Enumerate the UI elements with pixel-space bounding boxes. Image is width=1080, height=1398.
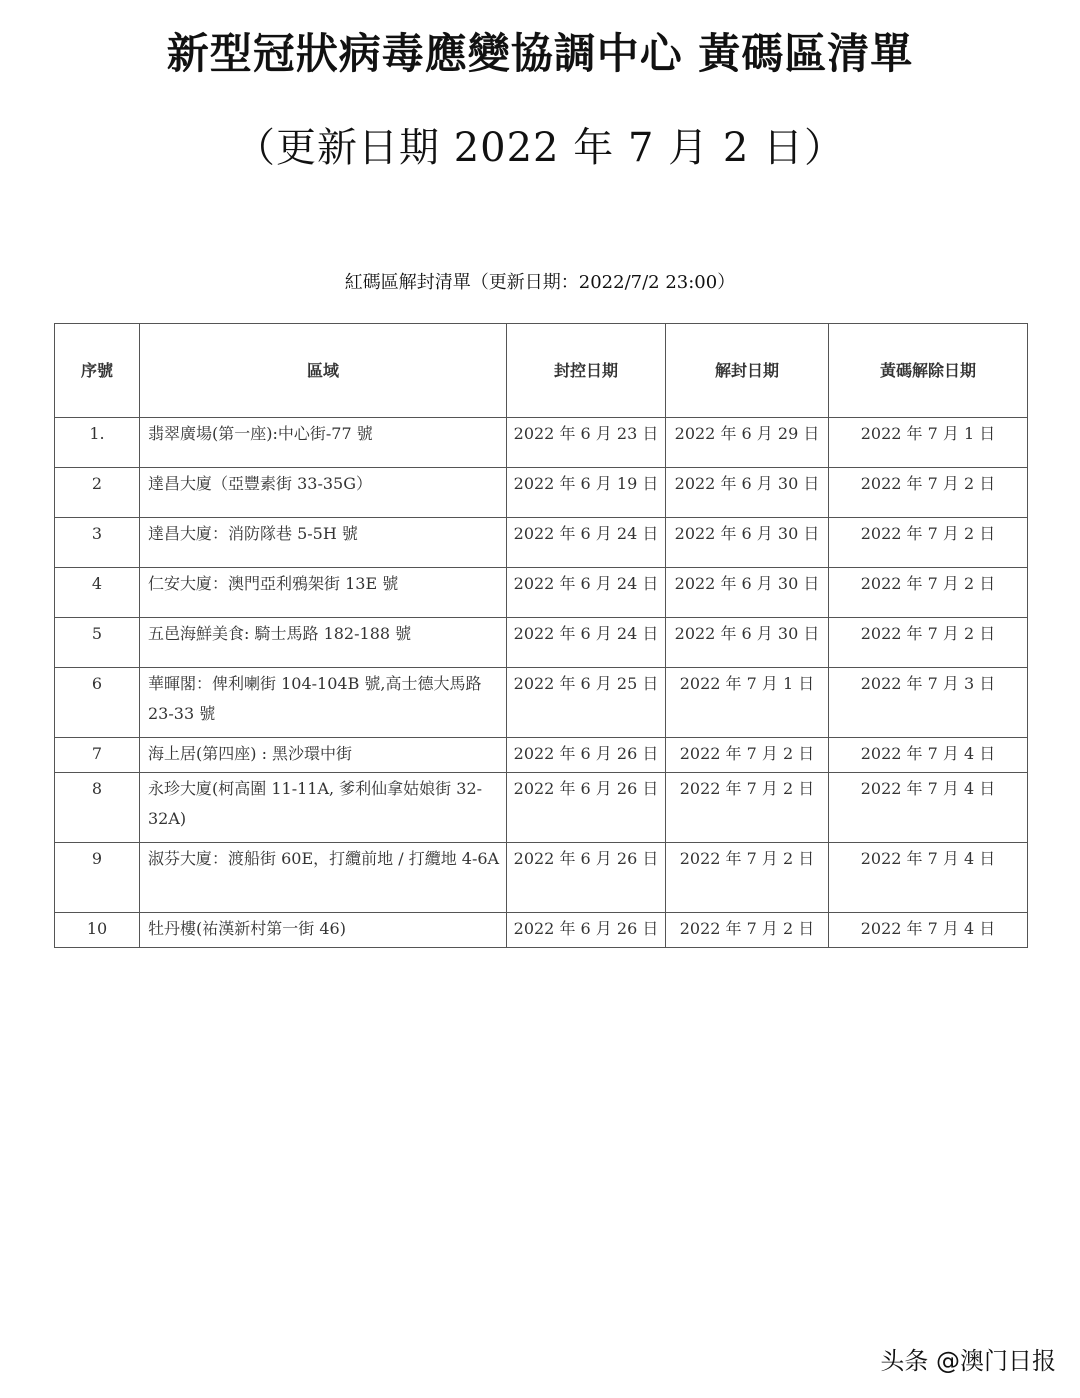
row-area: 海上居(第四座) : 黑沙環中街 (140, 738, 507, 773)
row-no: 8 (55, 773, 140, 843)
row-area: 達昌大廈（亞豐素街 33-35G） (140, 468, 507, 518)
table-row (55, 468, 1028, 518)
row-yellow-release-date: 2022 年 7 月 4 日 (829, 843, 1028, 913)
row-no: 3 (55, 518, 140, 568)
row-yellow-release-date: 2022 年 7 月 2 日 (829, 468, 1028, 518)
row-no: 6 (55, 668, 140, 738)
document-title: 新型冠狀病毒應變協調中心 黃碼區清單 (166, 29, 914, 78)
red-zone-unlock-table (54, 323, 1028, 948)
row-unlock-date: 2022 年 7 月 2 日 (666, 773, 829, 843)
row-unlock-date: 2022 年 6 月 30 日 (666, 518, 829, 568)
row-area: 淑芬大廈：渡船街 60E，打纜前地 / 打纜地 4-6A (140, 843, 507, 913)
row-unlock-date: 2022 年 7 月 2 日 (666, 738, 829, 773)
row-no: 1. (55, 418, 140, 468)
table-header-row (55, 324, 1028, 418)
row-unlock-date: 2022 年 6 月 30 日 (666, 618, 829, 668)
row-yellow-release-date: 2022 年 7 月 2 日 (829, 518, 1028, 568)
table-row (55, 618, 1028, 668)
row-unlock-date: 2022 年 6 月 30 日 (666, 468, 829, 518)
row-lockdown-date: 2022 年 6 月 25 日 (507, 668, 666, 738)
row-area: 五邑海鮮美食: 騎士馬路 182-188 號 (140, 618, 507, 668)
row-area: 仁安大廈：澳門亞利鴉架街 13E 號 (140, 568, 507, 618)
table-row (55, 738, 1028, 773)
row-lockdown-date: 2022 年 6 月 24 日 (507, 618, 666, 668)
row-area: 翡翠廣場(第一座):中心街-77 號 (140, 418, 507, 468)
row-unlock-date: 2022 年 6 月 30 日 (666, 568, 829, 618)
row-unlock-date: 2022 年 7 月 1 日 (666, 668, 829, 738)
table-row (55, 843, 1028, 913)
table-row (55, 418, 1028, 468)
table-row (55, 773, 1028, 843)
row-area: 華暉閣：俾利喇街 104-104B 號,高士德大馬路 23-33 號 (140, 668, 507, 738)
watermark: 头条 @澳门日报 (880, 1347, 1056, 1375)
row-yellow-release-date: 2022 年 7 月 4 日 (829, 738, 1028, 773)
header-unlock-date: 解封日期 (666, 324, 829, 418)
row-area: 牡丹樓(祐漢新村第一街 46) (140, 913, 507, 948)
row-no: 2 (55, 468, 140, 518)
row-yellow-release-date: 2022 年 7 月 2 日 (829, 618, 1028, 668)
row-lockdown-date: 2022 年 6 月 24 日 (507, 518, 666, 568)
header-no: 序號 (55, 324, 140, 418)
header-area: 區域 (140, 324, 507, 418)
header-lockdown-date: 封控日期 (507, 324, 666, 418)
table-row (55, 568, 1028, 618)
header-yellow-release-date: 黃碼解除日期 (829, 324, 1028, 418)
document-update-date: （更新日期 2022 年 7 月 2 日） (235, 125, 845, 171)
table-row (55, 913, 1028, 948)
row-lockdown-date: 2022 年 6 月 24 日 (507, 568, 666, 618)
row-yellow-release-date: 2022 年 7 月 4 日 (829, 773, 1028, 843)
row-unlock-date: 2022 年 7 月 2 日 (666, 913, 829, 948)
row-no: 10 (55, 913, 140, 948)
row-no: 5 (55, 618, 140, 668)
row-no: 7 (55, 738, 140, 773)
row-lockdown-date: 2022 年 6 月 26 日 (507, 843, 666, 913)
row-area: 永珍大廈(柯高圍 11-11A, 爹利仙拿姑娘街 32-32A) (140, 773, 507, 843)
row-lockdown-date: 2022 年 6 月 26 日 (507, 773, 666, 843)
row-area: 達昌大廈：消防隊巷 5-5H 號 (140, 518, 507, 568)
row-yellow-release-date: 2022 年 7 月 2 日 (829, 568, 1028, 618)
table-row (55, 668, 1028, 738)
row-yellow-release-date: 2022 年 7 月 4 日 (829, 913, 1028, 948)
row-unlock-date: 2022 年 7 月 2 日 (666, 843, 829, 913)
row-yellow-release-date: 2022 年 7 月 1 日 (829, 418, 1028, 468)
row-lockdown-date: 2022 年 6 月 19 日 (507, 468, 666, 518)
row-unlock-date: 2022 年 6 月 29 日 (666, 418, 829, 468)
table-title: 紅碼區解封清單（更新日期：2022/7/2 23:00） (344, 272, 736, 293)
table-row (55, 518, 1028, 568)
row-yellow-release-date: 2022 年 7 月 3 日 (829, 668, 1028, 738)
row-lockdown-date: 2022 年 6 月 26 日 (507, 913, 666, 948)
row-no: 9 (55, 843, 140, 913)
row-lockdown-date: 2022 年 6 月 23 日 (507, 418, 666, 468)
row-no: 4 (55, 568, 140, 618)
row-lockdown-date: 2022 年 6 月 26 日 (507, 738, 666, 773)
